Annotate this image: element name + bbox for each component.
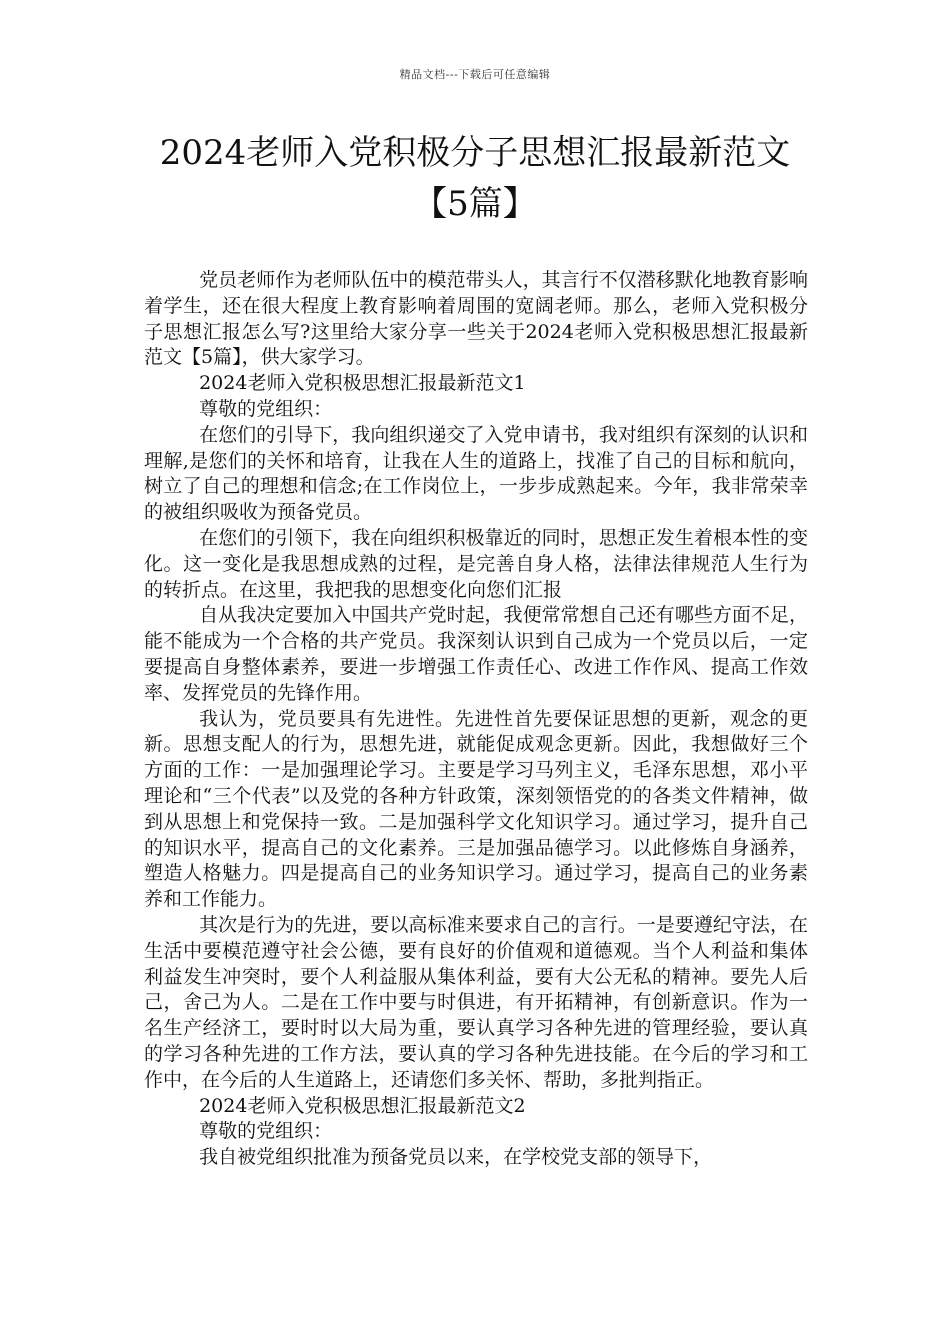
- document-title: [130, 128, 820, 230]
- document-title-line-2: 【5篇】: [413, 184, 537, 224]
- body-paragraph: 我自被党组织批准为预备党员以来，在学校党支部的领导下，: [199, 1146, 713, 1169]
- salutation-2: 尊敬的党组织：: [199, 1120, 333, 1143]
- body-paragraph: 其次是行为的先进，要以高标准来要求自己的言行。一是要遵纪守法，在生活中要模范遵守社会公德，要有良好的价值观和道德观。当个人利益和集体利益发生冲突时，要个人利益服从集体利益，要有大公无私的精神。要先人后己，舍己为人。二是在工作中要与时俱进，有开拓精神，有创新意识。作为一名生产经济工，要时时以大局为重，要认真学习各种先进的管理经验，要认真的学习各种先进的工作方法，要认真的学习各种先进技能。在今后的学习和工作中，在今后的人生道路上，还请您们多关怀、帮助，多批判指正。: [144, 913, 808, 1091]
- body-paragraph: 自从我决定要加入中国共产党时起，我便常常想自己还有哪些方面不足，能不能成为一个合格的共产党员。我深刻认识到自己成为一个党员以后，一定要提高自身整体素养，要进一步增强工作责任心、改进工作作风、提高工作效率、发挥党员的先锋作用。: [144, 604, 808, 704]
- body-paragraph: 我认为，党员要具有先进性。先进性首先要保证思想的更新，观念的更新。思想支配人的行为，思想先进，就能促成观念更新。因此，我想做好三个方面的工作：一是加强理论学习。主要是学习马列主义，毛泽东思想，邓小平理论和“三个代表”以及党的各种方针政策，深刻领悟党的的各类文件精神，做到从思想上和党保持一致。二是加强科学文化知识学习。通过学习，提升自己的知识水平，提高自己的文化素养。三是加强品德学习。以此修炼自身涵养，塑造人格魅力。四是提高自己的业务知识学习。通过学习，提高自己的业务素养和工作能力。: [144, 707, 808, 911]
- page-header-note: 精品文档---下载后可任意编辑: [399, 68, 551, 81]
- section-heading-2: 2024老师入党积极思想汇报最新范文2: [199, 1094, 526, 1117]
- document-title-line-1: 2024老师入党积极分子思想汇报最新范文: [159, 133, 791, 173]
- intro-paragraph: 党员老师作为老师队伍中的模范带头人，其言行不仅潜移默化地教育影响着学生，还在很大程度上教育影响着周围的宽阔老师。那么，老师入党积极分子思想汇报怎么写?这里给大家分享一些关于2024老师入党积极思想汇报最新范文【5篇】，供大家学习。: [144, 269, 808, 369]
- body-paragraph: 在您们的引导下，我向组织递交了入党申请书，我对组织有深刻的认识和理解,是您们的关怀和培育，让我在人生的道路上，找准了自己的目标和航向，树立了自己的理想和信念;在工作岗位上，一步步成熟起来。今年，我非常荣幸的被组织吸收为预备党员。: [144, 423, 808, 524]
- body-paragraph: 在您们的引领下，我在向组织积极靠近的同时，思想正发生着根本性的变化。这一变化是我思想成熟的过程，是完善自身人格，法律法律规范人生行为的转折点。在这里，我把我的思想变化向您们汇报: [144, 526, 808, 601]
- document-body: [144, 268, 808, 1171]
- section-heading-1: 2024老师入党积极思想汇报最新范文1: [199, 372, 526, 395]
- salutation-1: 尊敬的党组织：: [199, 397, 333, 420]
